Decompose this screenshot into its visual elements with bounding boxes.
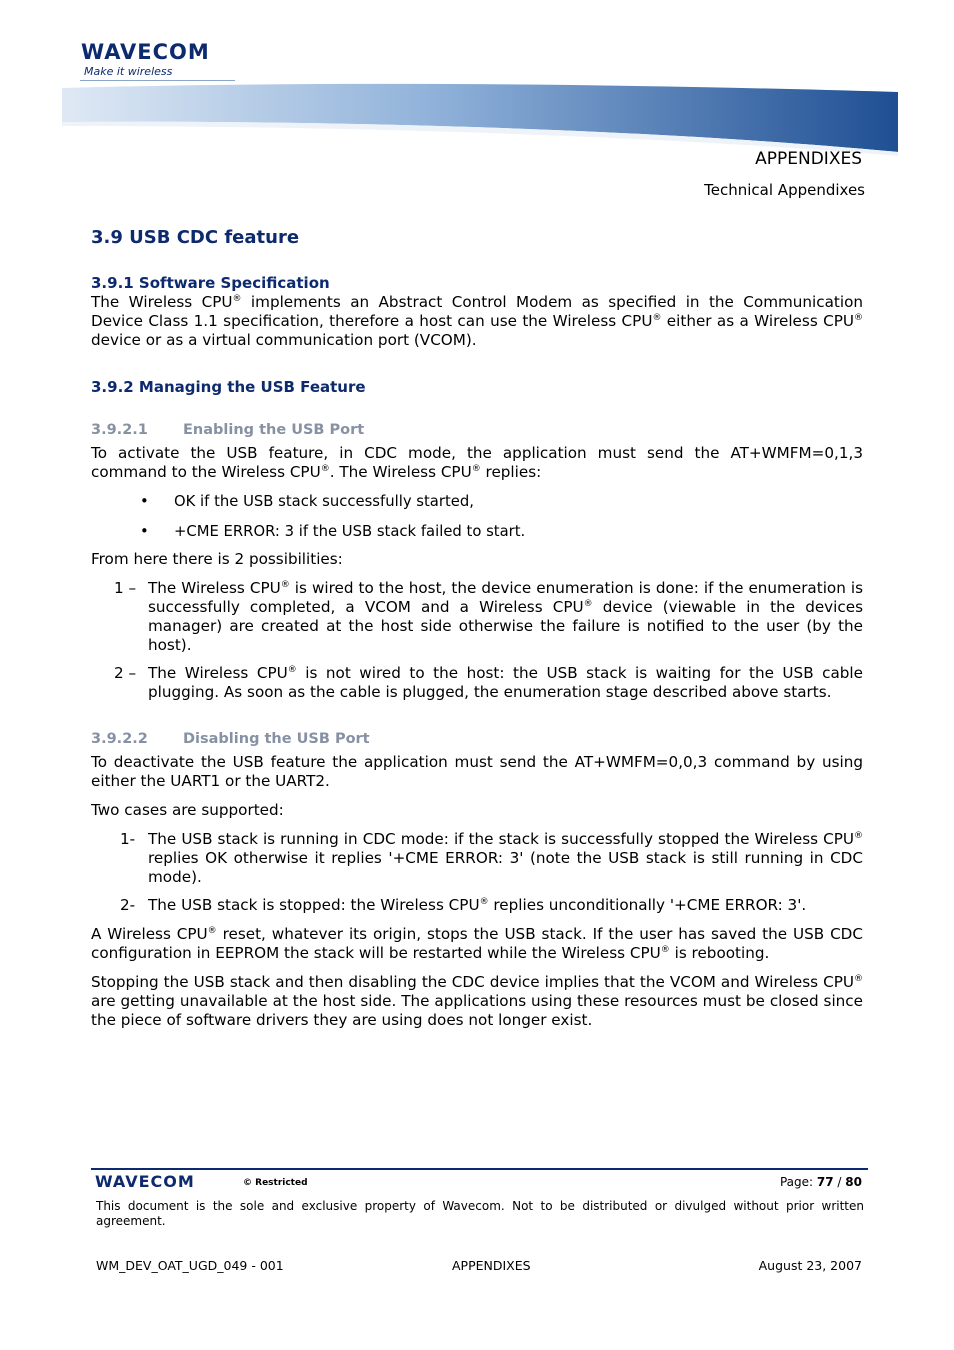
paragraph: A Wireless CPU® reset, whatever its origin, stops the USB stack. If the user has saved the USB CDC configuration in EEPROM the stack will be restarted while the Wireless CPU® is rebooting. xyxy=(91,925,863,962)
list-item xyxy=(91,492,863,511)
heading-number: 3.9.2.2 xyxy=(91,731,148,747)
list-item-text: The Wireless CPU® is not wired to the host: the USB stack is waiting for the USB cable plugging. As soon as the cable is plugged, the enumeration stage described above starts. xyxy=(148,664,863,701)
footer-wavecom-logo: WAVECOM xyxy=(95,1172,195,1191)
list-item xyxy=(91,664,863,702)
list-number: 1- xyxy=(120,830,136,848)
list-item-text: +CME ERROR: 3 if the USB stack failed to start. xyxy=(174,523,526,540)
header-subsection-title: Technical Appendixes xyxy=(704,181,865,199)
paragraph: From here there is 2 possibilities: xyxy=(91,550,343,568)
paragraph: Two cases are supported: xyxy=(91,801,284,819)
subsection-heading: 3.9.1 Software Specification xyxy=(91,274,330,292)
paragraph: The Wireless CPU® implements an Abstract Control Modem as specified in the Communication Device Class 1.1 specification, therefore a host can use the Wireless CPU® either as a Wireless CPU® device or as a virtual communication port (VCOM). xyxy=(91,293,863,349)
page-number xyxy=(780,1175,862,1189)
subsection-heading: 3.9.2 Managing the USB Feature xyxy=(91,378,366,396)
subsubsection-heading xyxy=(91,421,863,440)
bullet-icon: • xyxy=(140,523,149,540)
paragraph: To activate the USB feature, in CDC mode, the application must send the AT+WMFM=0,1,3 command to the Wireless CPU®. The Wireless CPU® replies: xyxy=(91,444,863,481)
list-item-text: The USB stack is stopped: the Wireless CPU® replies unconditionally '+CME ERROR: 3'. xyxy=(148,896,807,914)
list-item xyxy=(91,579,863,655)
footer-doc-section: APPENDIXES xyxy=(452,1258,531,1273)
header-section-title: APPENDIXES xyxy=(755,149,862,169)
page-separator: / xyxy=(837,1175,842,1189)
heading-number: 3.9.2.1 xyxy=(91,422,148,438)
footer-divider xyxy=(91,1168,868,1170)
list-item-text: The Wireless CPU® is wired to the host, the device enumeration is done: if the enumeration is successfully completed, a VCOM and a Wireless CPU® device (viewable in the devices manager) are created at the host side otherwise the failure is notified to the user (by the host). xyxy=(148,579,863,654)
header-swoosh-graphic xyxy=(60,80,900,158)
paragraph: Stopping the USB stack and then disabling the CDC device implies that the VCOM and Wireless CPU® are getting unavailable at the host side. The applications using these resources must be closed since the piece of software drivers they are using does not longer exist. xyxy=(91,973,863,1029)
heading-text: Enabling the USB Port xyxy=(183,422,365,438)
list-item xyxy=(91,830,863,887)
page-current: 77 xyxy=(816,1175,834,1189)
wavecom-logo: WAVECOM xyxy=(81,40,210,64)
list-number: 1 – xyxy=(114,579,137,597)
list-item xyxy=(91,522,863,541)
list-item-text: The USB stack is running in CDC mode: if the stack is successfully stopped the Wireless CPU® replies OK otherwise it replies '+CME ERROR: 3' (note the USB stack is still running in CDC mode). xyxy=(148,830,863,886)
footer-restricted: © Restricted xyxy=(243,1178,308,1188)
paragraph: To deactivate the USB feature the application must send the AT+WMFM=0,0,3 command by using either the UART1 or the UART2. xyxy=(91,753,863,790)
list-item-text: OK if the USB stack successfully started, xyxy=(174,493,474,510)
list-number: 2- xyxy=(120,896,136,914)
heading-text: Disabling the USB Port xyxy=(183,731,370,747)
footer-notice: This document is the sole and exclusive property of Wavecom. Not to be distributed or divulged without prior written agreement. xyxy=(96,1199,864,1228)
logo-tagline: Make it wireless xyxy=(84,65,173,78)
footer-doc-ref: WM_DEV_OAT_UGD_049 - 001 xyxy=(96,1258,284,1273)
list-number: 2 – xyxy=(114,664,137,682)
section-heading: 3.9 USB CDC feature xyxy=(91,227,300,248)
subsubsection-heading xyxy=(91,730,863,749)
footer-date: August 23, 2007 xyxy=(758,1258,862,1273)
page-label: Page: xyxy=(779,1175,814,1189)
bullet-icon: • xyxy=(140,493,149,510)
page-content xyxy=(91,228,863,1030)
page-total: 80 xyxy=(845,1175,862,1189)
list-item xyxy=(91,896,863,915)
